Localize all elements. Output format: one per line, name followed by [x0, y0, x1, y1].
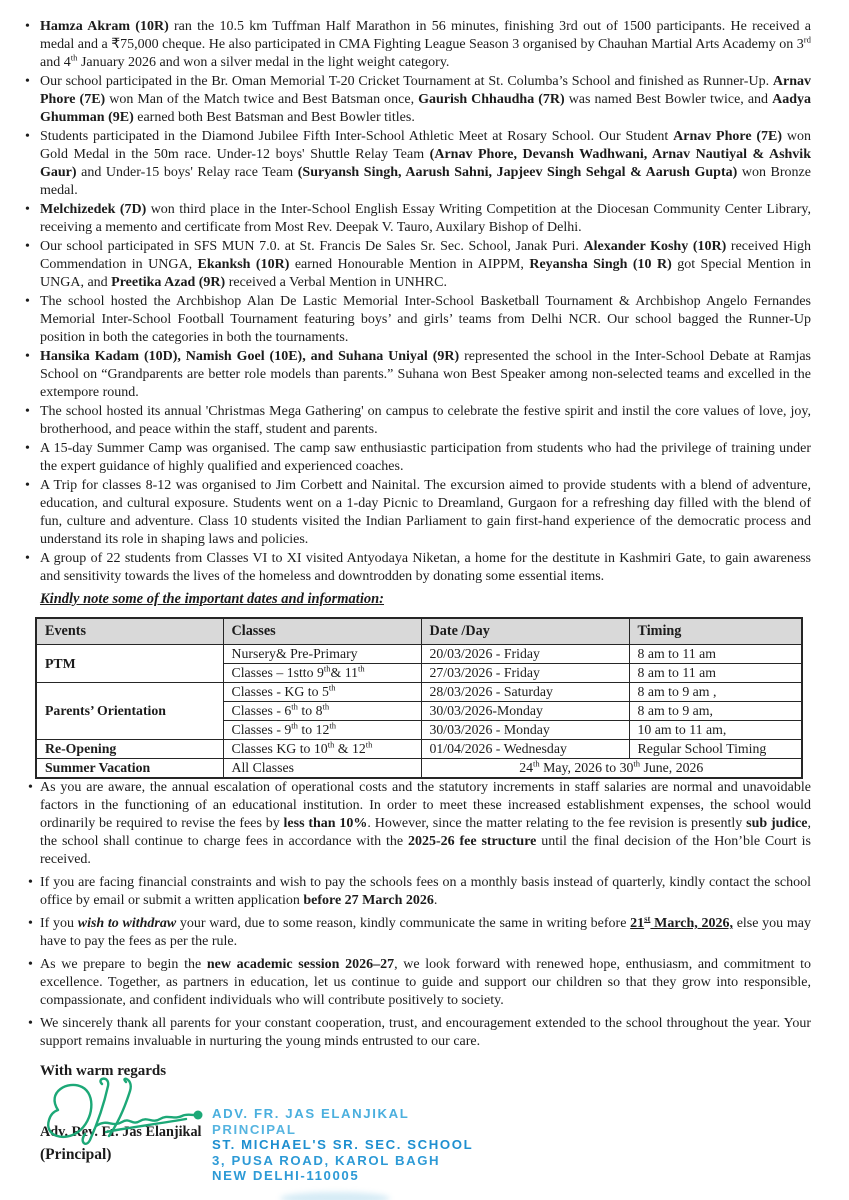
highlight-item: • A 15-day Summer Camp was organised. The camp saw enthusiastic participation from students who had the privilege of training under the expert guidance of highly qualified and experienced coaches.: [40, 440, 811, 476]
note-item: • If you are facing financial constraints and wish to pay the schools fees on a monthly basis instead of quarterly, kindly contact the school office by email or submit a written application before 27 March 2026.: [40, 874, 811, 910]
highlight-item: • A Trip for classes 8-12 was organised to Jim Corbett and Nainital. The excursion aimed to provide students with a blend of adventure, education, and cultural exposure. Students went on a 1-day Picnic to Dreamland, Gurgaon for a refreshing day filled with the blend of fun, culture and adventure. Class 10 students visited the Indian Parliament to gain first-hand experience of the democratic process and understand its role in shaping laws and policies.: [40, 477, 811, 549]
table-cell: 27/03/2026 - Friday: [421, 664, 629, 683]
important-dates-heading: [40, 590, 811, 608]
highlight-item: • Our school participated in SFS MUN 7.0. at St. Francis De Sales Sr. Sec. School, Janak Puri. Alexander Koshy (10R) received High Commendation in UNGA, Ekanksh (10R) earned Honourable Mention in AIPPM, Reyansha Singh (10 R) got Special Mention in UNGA, and Preetika Azad (9R) received a Verbal Mention in UNHRC.: [40, 238, 811, 292]
table-row: [36, 740, 802, 759]
table-cell: 28/03/2026 - Saturday: [421, 683, 629, 702]
table-cell: 10 am to 11 am,: [629, 721, 802, 740]
note-item: • We sincerely thank all parents for your constant cooperation, trust, and encouragement extended to the school throughout the year. Your support remains invaluable in nurturing the young minds entrusted to our care.: [40, 1015, 811, 1051]
highlight-item: • Our school participated in the Br. Oman Memorial T-20 Cricket Tournament at St. Columba’s School and finished as Runner-Up. Arnav Phore (7E) won Man of the Match twice and Best Batsman once, Gaurish Chhaudha (7R) was named Best Bowler twice, and Aadya Ghumman (9E) earned both Best Batsman and Best Bowler titles.: [40, 73, 811, 127]
table-header-row: [36, 618, 802, 645]
stamp-line: 3, PUSA ROAD, KAROL BAGH: [212, 1152, 441, 1168]
signature-ink-blob: [194, 1111, 203, 1120]
table-cell: Re-Opening: [36, 740, 223, 759]
stamp-line: ST. MICHAEL'S SR. SEC. SCHOOL: [212, 1137, 474, 1153]
table-cell: 01/04/2026 - Wednesday: [421, 740, 629, 759]
table-cell: Nursery& Pre-Primary: [223, 645, 421, 664]
table-cell: Classes – 1stto 9th& 11th: [223, 664, 421, 683]
stamp-line: NEW DELHI-110005: [212, 1168, 360, 1184]
highlight-item: • Hansika Kadam (10D), Namish Goel (10E), and Suhana Uniyal (9R) represented the school in the Inter-School Debate at Ramjas School on “Grandparents are better role models than parents.” Suhana won Best Speaker among non-selected teams and excelled in the extempore round.: [40, 348, 811, 402]
highlight-item: • Hamza Akram (10R) ran the 10.5 km Tuffman Half Marathon in 56 minutes, finishing 3rd out of 1500 participants. He received a medal and a ₹75,000 cheque. He also participated in CMA Fighting League Season 3 organised by Chauhan Martial Arts Academy on 3rd and 4th January 2026 and won a silver medal in the light weight category.: [40, 18, 811, 72]
principal-name: Adv. Rev. Fr. Jas Elanjikal: [40, 1124, 202, 1140]
signature-row: [40, 1080, 811, 1200]
table-row: [36, 759, 802, 779]
stamp-line: PRINCIPAL: [212, 1121, 297, 1137]
note-item: • As you are aware, the annual escalation of operational costs and the statutory increments in staff salaries are normal and unavoidable factors in the functioning of an educational institution. In order to meet these increased establishment expenses, the school would ordinarily be required to revise the fees by less than 10%. However, since the matter relating to the fee revision is presently sub judice, the school shall continue to charge fees in accordance with the 2025-26 fee structure until the final decision of the Hon’ble Court is received.: [40, 779, 811, 869]
table-cell: Classes - 9th to 12th: [223, 721, 421, 740]
principal-stamp: [212, 1106, 473, 1184]
highlight-item: • The school hosted its annual 'Christmas Mega Gathering' on campus to celebrate the festive spirit and instil the core values of love, joy, brotherhood, and peace within the staff, student and parents.: [40, 403, 811, 439]
stamp-smudge: [280, 1192, 390, 1200]
stamp-area: [210, 1080, 473, 1200]
table-header-cell: Date /Day: [421, 618, 629, 645]
table-header-cell: Classes: [223, 618, 421, 645]
table-row: [36, 645, 802, 664]
highlights-list: [40, 18, 811, 586]
highlight-item: • Melchizedek (7D) won third place in the Inter-School English Essay Writing Competition at the Diocesan Community Center Library, receiving a memento and certificate from Most Rev. Deepak V. Tauro, Auxilary Bishop of Delhi.: [40, 201, 811, 237]
table-cell: PTM: [36, 645, 223, 683]
table-cell: 8 am to 11 am: [629, 664, 802, 683]
table-cell: Parents’ Orientation: [36, 683, 223, 740]
table-cell: All Classes: [223, 759, 421, 779]
table-header-cell: Timing: [629, 618, 802, 645]
closing-block: [40, 1063, 811, 1200]
important-dates-table: [35, 617, 803, 779]
table-cell: 30/03/2026-Monday: [421, 702, 629, 721]
table-header-cell: Events: [36, 618, 223, 645]
table-cell: 8 am to 11 am: [629, 645, 802, 664]
important-dates-heading-text: Kindly note some of the important dates and information:: [40, 591, 385, 607]
table-cell: 20/03/2026 - Friday: [421, 645, 629, 664]
table-cell: 8 am to 9 am,: [629, 702, 802, 721]
table-cell: Summer Vacation: [36, 759, 223, 779]
table-cell: Classes KG to 10th & 12th: [223, 740, 421, 759]
notes-list: [40, 779, 811, 1051]
table-cell: 8 am to 9 am ,: [629, 683, 802, 702]
signature-area: [40, 1080, 210, 1164]
table-cell: Classes - 6th to 8th: [223, 702, 421, 721]
table-cell: Regular School Timing: [629, 740, 802, 759]
highlight-item: • Students participated in the Diamond Jubilee Fifth Inter-School Athletic Meet at Rosary School. Our Student Arnav Phore (7E) won Gold Medal in the 50m race. Under-12 boys' Shuttle Relay Team (Arnav Phore, Devansh Wadhwani, Arnav Nautiyal & Ashvik Gaur) and Under-15 boys' Relay race Team (Suryansh Singh, Aarush Sahni, Japjeev Singh Sehgal & Aarush Gupta) won Bronze medal.: [40, 128, 811, 200]
highlight-item: • A group of 22 students from Classes VI to XI visited Antyodaya Niketan, a home for the destitute in Kashmiri Gate, to gain awareness and sensitivity towards the lives of the homeless and downtrodden by donating some essential items.: [40, 550, 811, 586]
principal-title: (Principal): [40, 1146, 112, 1163]
table-cell: 30/03/2026 - Monday: [421, 721, 629, 740]
table-cell: Classes - KG to 5th: [223, 683, 421, 702]
table-row: [36, 683, 802, 702]
note-item: • As we prepare to begin the new academic session 2026–27, we look forward with renewed hope, enthusiasm, and commitment to excellence. Together, as partners in education, let us continue to guide and support our children so that they grow into responsible, compassionate, and confident individuals who will contribute positively to society.: [40, 956, 811, 1010]
signature-scribble-icon: [36, 1074, 214, 1158]
highlight-item: • The school hosted the Archbishop Alan De Lastic Memorial Inter-School Basketball Tournament & Archbishop Angelo Fernandes Memorial Inter-School Football Tournament featuring boys’ and girls’ teams from Delhi NCR. Our school bagged the Runner-Up position in both the categories in both the tournaments.: [40, 293, 811, 347]
closing-regards: With warm regards: [40, 1063, 167, 1079]
note-item: • If you wish to withdraw your ward, due to some reason, kindly communicate the same in writing before 21st March, 2026, else you may have to pay the fees as per the rule.: [40, 915, 811, 951]
table-cell: 24th May, 2026 to 30th June, 2026: [421, 759, 802, 779]
stamp-line: ADV. FR. JAS ELANJIKAL: [212, 1106, 410, 1121]
